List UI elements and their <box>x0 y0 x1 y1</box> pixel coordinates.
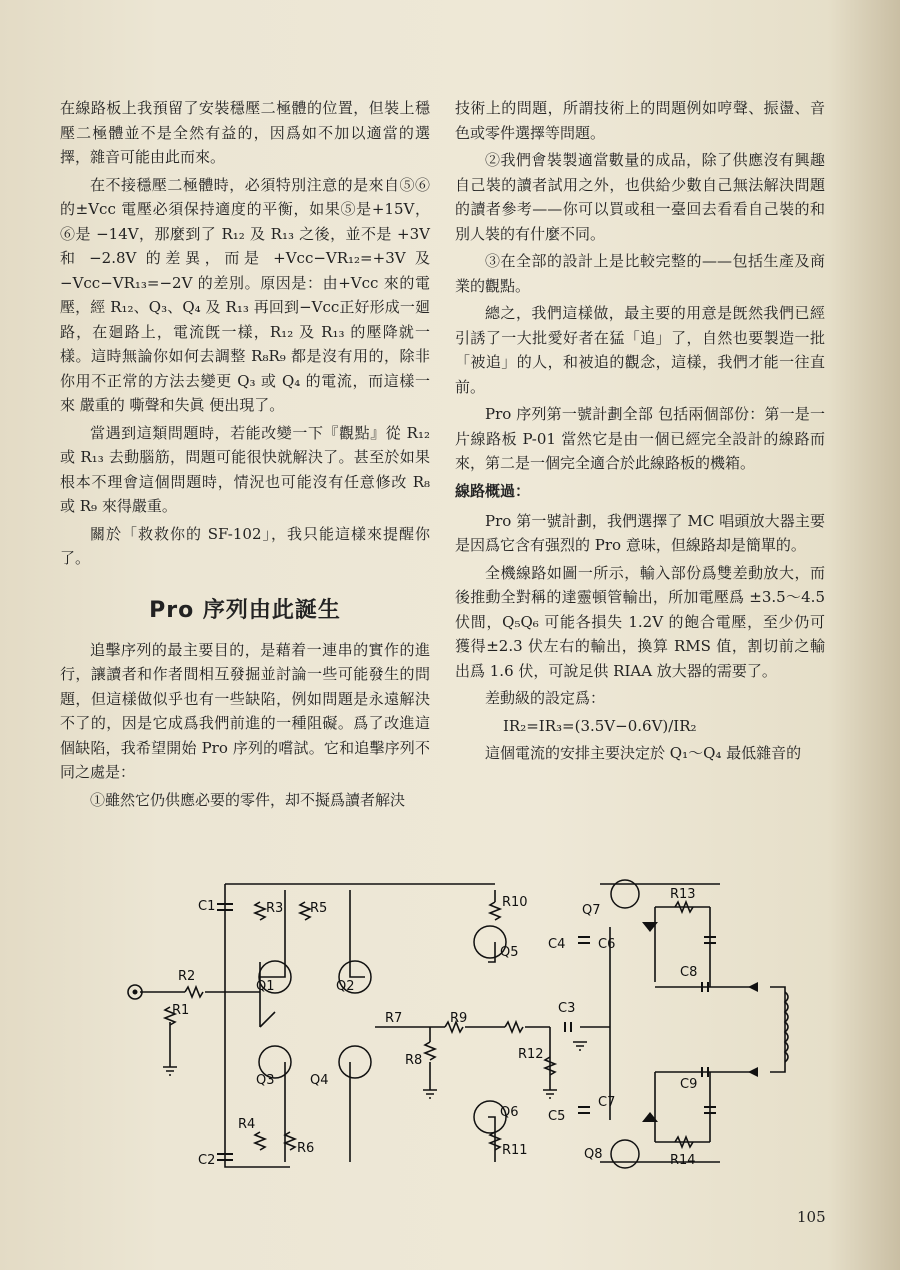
paragraph: 全機線路如圖一所示，輸入部份爲雙差動放大，而後推動全對稱的達靈頓管輸出，所加電壓爲 ±3.5～4.5伏間，Q₅Q₆ 可能各損失 1.2V 的飽合電壓，至少仍可獲得±2.3 伏左右的輸出，換算 RMS 值，割切前之輸出爲 1.6 伏，可說足供 RIAA 放大器的需要了。 <box>455 563 825 680</box>
paragraph: Pro 第一號計劃，我們選擇了 MC 唱頭放大器主要是因爲它含有强烈的 Pro 意味，但線路却是簡單的。 <box>455 511 825 554</box>
label-c5: C5 <box>548 1109 566 1124</box>
label-r5: R5 <box>310 901 328 916</box>
section-heading: Pro 序列由此誕生 <box>149 597 341 623</box>
resistor-r9-icon <box>505 1022 523 1032</box>
label-r4: R4 <box>238 1117 256 1132</box>
label-q8: Q8 <box>584 1147 603 1162</box>
ground-icon <box>163 1067 177 1075</box>
capacitor-c5-icon <box>578 1107 590 1113</box>
label-c4: C4 <box>548 937 566 952</box>
capacitor-c4-icon <box>578 937 590 943</box>
label-c6: C6 <box>598 937 616 952</box>
label-c7: C7 <box>598 1095 616 1110</box>
label-r10: R10 <box>502 895 528 910</box>
circuit-schematic <box>110 862 810 1194</box>
diode-icon <box>748 982 758 992</box>
label-q5: Q5 <box>500 945 519 960</box>
paragraph: Pro 序列第一號計劃全部 包括兩個部份：第一是一片線路板 P-01 當然它是由一個已經完全設計的線路而來，第二是一個完全適合於此線路板的機箱。 <box>455 405 825 472</box>
diode-icon <box>748 1067 758 1077</box>
resistor-r2-icon <box>185 987 203 997</box>
label-c3: C3 <box>558 1001 576 1016</box>
formula: IR₂=IR₃=(3.5V−0.6V)/IR₂ <box>503 716 697 735</box>
ground-icon <box>573 1042 587 1050</box>
label-r14: R14 <box>670 1153 696 1168</box>
ground-icon <box>423 1090 437 1098</box>
input-jack-pin <box>133 990 138 995</box>
ground-icon <box>543 1090 557 1098</box>
paragraph: 差動級的設定爲： <box>485 689 606 707</box>
label-r12: R12 <box>518 1047 544 1062</box>
paragraph: 這個電流的安排主要決定於 Q₁～Q₄ 最低雜音的 <box>485 744 802 762</box>
resistor-r3-icon <box>255 902 265 920</box>
label-r3: R3 <box>266 901 284 916</box>
capacitors <box>217 904 716 1160</box>
paragraph: ②我們會裝製適當數量的成品，除了供應沒有興趣自己裝的讀者試用之外，也供給少數自己無法解決問題的讀者參考——你可以買或租一臺回去看看自己裝的和別人裝的有什麼不同。 <box>455 151 825 243</box>
right-text-column <box>455 96 825 769</box>
label-r6: R6 <box>297 1141 315 1156</box>
label-c1: C1 <box>198 899 216 914</box>
resistor-r8-icon <box>425 1042 435 1060</box>
paragraph: 總之，我們這樣做，最主要的用意是旣然我們已經引誘了一大批愛好者在猛「追」了，自然也要製造一批「被追」的人，和被追的觀念，這樣，我們才能一往直前。 <box>455 304 825 396</box>
paragraph: 在線路板上我預留了安裝穩壓二極體的位置，但裝上穩壓二極體並不是全然有益的，因爲如不加以適當的選擇，雜音可能由此而來。 <box>60 99 430 166</box>
paragraph: 當遇到這類問題時，若能改變一下『觀點』從 R₁₂ 或 R₁₃ 去動腦筋，問題可能很快就解決了。甚至於如果根本不理會這個問題時，情況也可能沒有任意修改 R₈ 或 R₉ 來得嚴重。 <box>60 423 430 515</box>
label-q7: Q7 <box>582 903 601 918</box>
capacitor-c3-icon <box>565 1022 571 1032</box>
label-q3: Q3 <box>256 1073 275 1088</box>
label-r1: R1 <box>172 1003 190 1018</box>
page-number: 105 <box>797 1208 826 1226</box>
label-r8: R8 <box>405 1053 423 1068</box>
label-r11: R11 <box>502 1143 528 1158</box>
paragraph: 關於「救救你的 SF-102」，我只能這樣來提醒你了。 <box>60 524 430 567</box>
label-r9: R9 <box>450 1011 468 1026</box>
transistor-q4-icon <box>339 1046 371 1078</box>
label-q2: Q2 <box>336 979 355 994</box>
label-c8: C8 <box>680 965 698 980</box>
label-q6: Q6 <box>500 1105 519 1120</box>
resistor-r5-icon <box>300 902 310 920</box>
resistor-r6-icon <box>285 1132 295 1150</box>
paragraph: 追擊序列的最主要目的，是藉着一連串的實作的進行，讓讀者和作者間相互發掘並討論一些可能發生的問題，但這樣做似乎也有一些缺陷，例如問題是永遠解決不了的，因是它成爲我們前進的一種阻礙。爲了改進這個缺陷，我希望開始 Pro 序列的嚐試。它和追擊序列不同之處是： <box>60 640 430 781</box>
left-text-column <box>60 96 430 815</box>
subheading: 線路概過： <box>455 481 531 500</box>
paragraph: ③在全部的設計上是比較完整的——包括生產及商業的觀點。 <box>455 252 825 295</box>
resistor-r10-icon <box>490 902 500 920</box>
label-r2: R2 <box>178 969 196 984</box>
label-q1: Q1 <box>256 979 275 994</box>
diodes <box>642 922 758 1122</box>
paragraph: ①雖然它仍供應必要的零件，却不擬爲讀者解決 <box>90 790 406 809</box>
resistor-r4-icon <box>255 1132 265 1150</box>
label-c9: C9 <box>680 1077 698 1092</box>
label-r13: R13 <box>670 887 696 902</box>
label-q4: Q4 <box>310 1073 329 1088</box>
paragraph: 在不接穩壓二極體時，必須特別注意的是來自⑤⑥的±Vcc 電壓必須保持適度的平衡，如果⑤是+15V，⑥是 −14V，那麼到了 R₁₂ 及 R₁₃ 之後，並不是 +3V 和 −2.8V 的差異，而是 +Vcc−VR₁₂=+3V 及 −Vcc−VR₁₃=−2V 的差別。原因是：由+Vcc 來的電壓，經 R₁₂、Q₃、Q₄ 及 R₁₃ 再回到−Vcc正好形成一廻路，在廻路上，電流旣一樣，R₁₂ 及 R₁₃ 的壓降就一樣。這時無論你如何去調整 R₈R₉ 都是沒有用的，除非你用不正常的方法去變更 Q₃ 或 Q₄ 的電流，而這樣一來 嚴重的 嘶聲和失眞 便出現了。 <box>60 175 430 414</box>
transistor-q8-icon <box>611 1140 639 1168</box>
paragraph: 技術上的問題，所謂技術上的問題例如哼聲、振盪、音色或零件選擇等問題。 <box>455 99 825 142</box>
label-c2: C2 <box>198 1153 216 1168</box>
label-r7: R7 <box>385 1011 403 1026</box>
